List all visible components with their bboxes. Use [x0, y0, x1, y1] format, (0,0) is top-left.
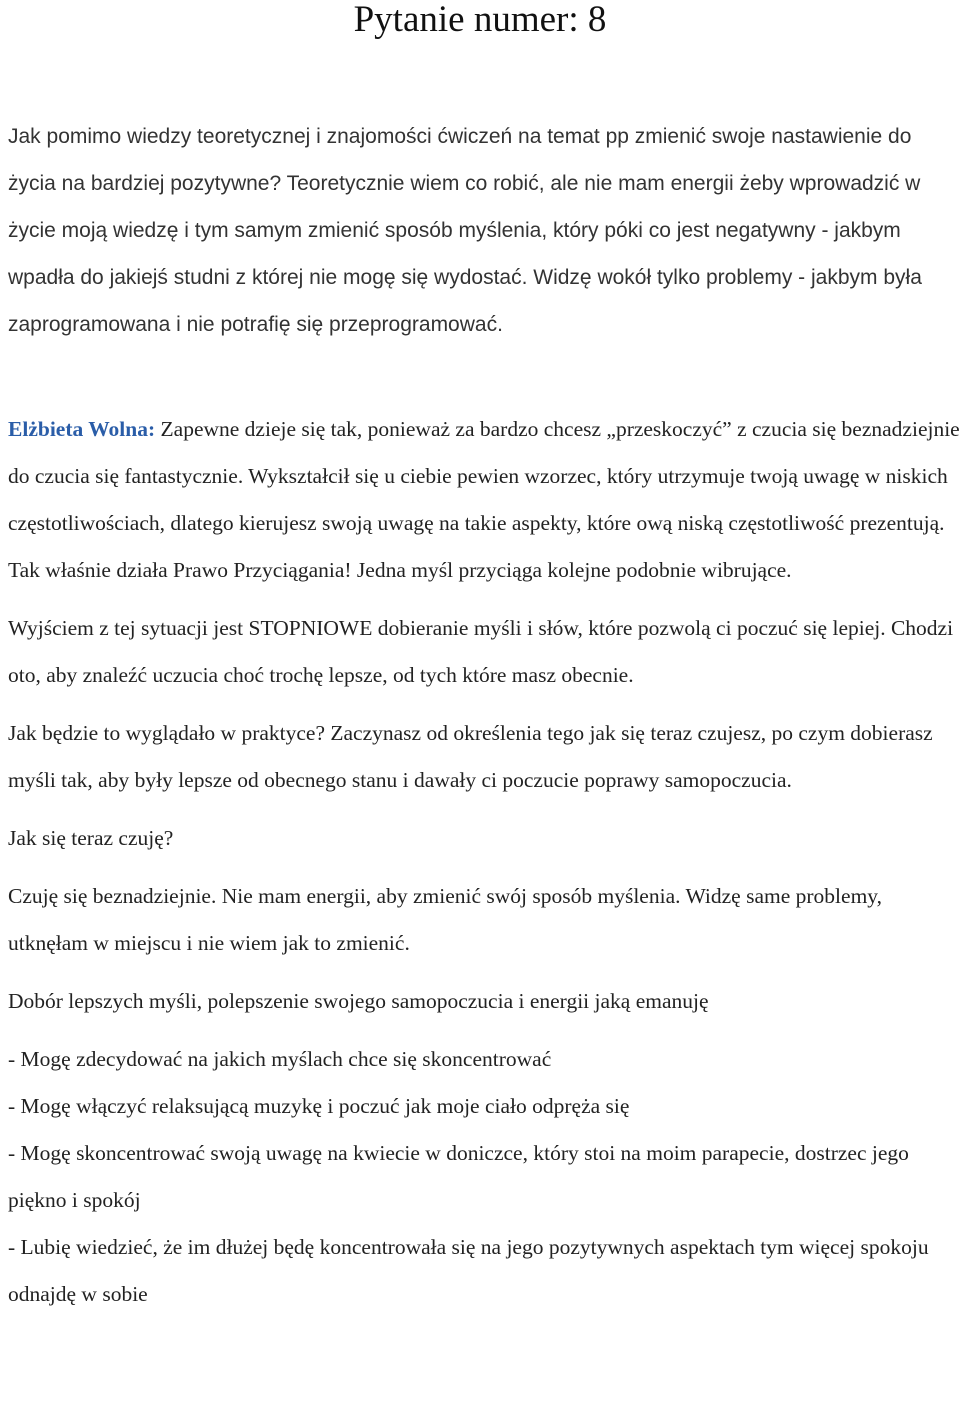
- list-item: - Lubię wiedzieć, że im dłużej będę koncentrowała się na jego pozytywnych aspektach tym więcej spokoju odnajdę w sobie: [8, 1235, 929, 1306]
- answer-intro-text: Zapewne dzieje się tak, ponieważ za bardzo chcesz „przeskoczyć” z czucia się beznadziejnie do czucia się fantastycznie. Wykształcił się u ciebie pewien wzorzec, który utrzymuje twoją uwagę w niskich częstotliwościach, dlatego kierujesz swoją uwagę na takie aspekty, które ową niską częstotliwość prezentują. Tak właśnie działa Prawo Przyciągania! Jedna myśl przyciąga kolejne podobnie wibrujące.: [8, 417, 960, 582]
- answer-paragraph: Czuję się beznadziejnie. Nie mam energii, aby zmienić swój sposób myślenia. Widzę same problemy, utknęłam w miejscu i nie wiem jak to zmienić.: [8, 884, 883, 955]
- author-name: Elżbieta Wolna:: [8, 417, 156, 441]
- answer-paragraph: Jak się teraz czuję?: [8, 826, 174, 850]
- answer-intro-paragraph: [8, 406, 960, 594]
- bullet-list: [8, 1036, 960, 1318]
- answer-paragraph: Wyjściem z tej sytuacji jest STOPNIOWE dobieranie myśli i słów, które pozwolą ci poczuć się lepiej. Chodzi oto, aby znaleźć uczucia choć trochę lepsze, od tych które masz obecnie.: [8, 616, 954, 687]
- page-title: Pytanie numer: 8: [353, 0, 607, 40]
- list-item: - Mogę zdecydować na jakich myślach chce się skoncentrować: [8, 1047, 552, 1071]
- answer-paragraph: Jak będzie to wyglądało w praktyce? Zaczynasz od określenia tego jak się teraz czujesz, po czym dobierasz myśli tak, aby były lepsze od obecnego stanu i dawały ci poczucie poprawy samopoczucia.: [8, 721, 933, 792]
- answer-paragraph: Dobór lepszych myśli, polepszenie swojego samopoczucia i energii jaką emanuję: [8, 989, 709, 1013]
- list-item: - Mogę włączyć relaksującą muzykę i poczuć jak moje ciało odpręża się: [8, 1094, 630, 1118]
- question-text: Jak pomimo wiedzy teoretycznej i znajomości ćwiczeń na temat pp zmienić swoje nastawienie do życia na bardziej pozytywne? Teoretycznie wiem co robić, ale nie mam energii żeby wprowadzić w życie moją wiedzę i tym samym zmienić sposób myślenia, który póki co jest negatywny - jakbym wpadła do jakiejś studni z której nie mogę się wydostać. Widzę wokół tylko problemy - jakbym była zaprogramowana i nie potrafię się przeprogramować.: [8, 125, 922, 336]
- list-item: - Mogę skoncentrować swoją uwagę na kwiecie w doniczce, który stoi na moim parapecie, dostrzec jego piękno i spokój: [8, 1141, 909, 1212]
- answer-section: [8, 406, 960, 1318]
